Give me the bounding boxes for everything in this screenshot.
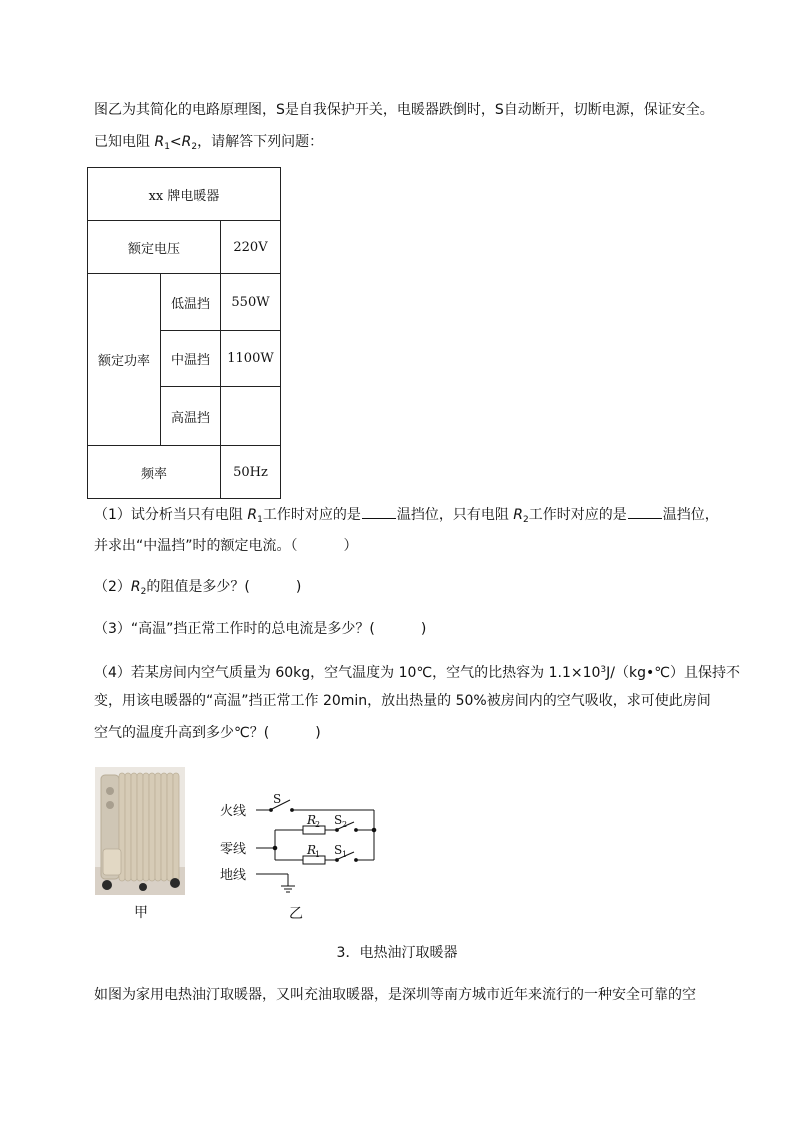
s1-label-sub: 1 <box>342 850 348 859</box>
intro-text-1: 图乙为其简化的电路原理图，S是自我保护开关，电暖器跌倒时，S自动断开，切断电源，保证安全。 <box>94 102 714 118</box>
q2-r2-subscript: 2 <box>140 587 147 597</box>
q2-text-b: 的阻值是多少？( <box>146 579 250 595</box>
q1-r1-symbol: R <box>247 507 258 523</box>
q1-blank-1[interactable] <box>362 506 396 519</box>
q1-paren-close: ） <box>343 538 358 554</box>
oil-heater-photo <box>95 767 185 895</box>
q1-text-d: 工作时对应的是 <box>528 507 627 523</box>
high-temp-label: 高温挡 <box>161 387 221 446</box>
q2-r2-symbol: R <box>130 579 141 595</box>
caption-yi: 乙 <box>289 906 303 922</box>
s1-label: S <box>334 843 343 857</box>
mid-temp-value: 1100W <box>221 331 281 387</box>
q1-text-c: 温挡位，只有电阻 <box>396 507 514 523</box>
q3-text: （3）“高温”挡正常工作时的总电流是多少？( <box>94 621 375 637</box>
high-temp-value <box>221 387 281 446</box>
rated-voltage-label: 额定电压 <box>88 221 221 274</box>
r2-label: R <box>307 813 317 827</box>
q1-r2-subscript: 2 <box>523 515 529 525</box>
q4-text-b: J/（kg•℃）且保持不 <box>606 665 740 681</box>
s2-label: S <box>334 813 343 827</box>
q4-line-2-text: 变，用该电暖器的“高温”挡正常工作 20min，放出热量的 50%被房间内的空气吸收，求可使此房间 <box>94 693 711 709</box>
q2-paren-close: ) <box>295 579 302 595</box>
q4-text-a: （4）若某房间内空气质量为 60kg，空气温度为 10℃，空气的比热容为 1.1×10 <box>94 665 601 681</box>
oil-heater-image <box>95 767 185 895</box>
rated-voltage-value: 220V <box>221 221 281 274</box>
question-2 <box>94 578 301 601</box>
neutral-wire-label: 零线 <box>220 842 247 857</box>
intro-line-1 <box>94 101 714 119</box>
r2-label-sub: 2 <box>315 820 321 829</box>
ground-wire-label: 地线 <box>220 868 247 883</box>
frequency-label: 频率 <box>88 446 221 499</box>
q3-paren-close: ) <box>420 621 427 637</box>
q1-text-b: 工作时对应的是 <box>262 507 361 523</box>
q4-paren-close: ) <box>315 725 321 741</box>
live-wire-label: 火线 <box>220 804 247 819</box>
q1-r2-symbol: R <box>513 507 524 523</box>
spec-table <box>87 167 281 499</box>
caption-jia: 甲 <box>134 905 148 921</box>
rated-power-label: 额定功率 <box>88 274 161 446</box>
r1-label-sub: 1 <box>315 850 321 859</box>
section-text: 如图为家用电热油汀取暖器，又叫充油取暖器，是深圳等南方城市近年来流行的一种安全可靠的空 <box>94 987 696 1003</box>
s2-label-sub: 2 <box>342 820 348 829</box>
low-temp-value: 550W <box>221 274 281 331</box>
question-4-line-2 <box>94 692 711 710</box>
question-3 <box>94 620 426 638</box>
less-than: < <box>169 134 182 150</box>
section-heading: 3．电热油汀取暖器 <box>336 945 458 961</box>
question-1-line-2 <box>94 537 358 555</box>
r2-symbol: R <box>181 134 192 150</box>
q4-line-3-text: 空气的温度升高到多少℃？( <box>94 725 270 741</box>
r2-subscript: 2 <box>191 142 198 152</box>
low-temp-label: 低温挡 <box>161 274 221 331</box>
switch-s-label: S <box>273 792 282 806</box>
r1-symbol: R <box>154 134 165 150</box>
q1-line-2-text: 并求出“中温挡”时的额定电流。（ <box>94 538 298 554</box>
r1-label: R <box>307 843 317 857</box>
q1-text-e: 温挡位， <box>662 507 719 523</box>
r1-subscript: 1 <box>164 142 170 152</box>
frequency-value: 50Hz <box>221 446 281 499</box>
intro-text-2-prefix: 已知电阻 <box>94 134 155 150</box>
q1-r1-subscript: 1 <box>257 515 263 525</box>
q1-text-a: （1）试分析当只有电阻 <box>94 507 248 523</box>
question-4-line-1 <box>94 661 740 682</box>
mid-temp-label: 中温挡 <box>161 331 221 387</box>
q2-text-a: （2） <box>94 579 131 595</box>
question-4-line-3 <box>94 724 321 742</box>
q1-blank-2[interactable] <box>628 506 662 519</box>
intro-text-2-suffix: ，请解答下列问题： <box>197 134 324 150</box>
table-title: xx 牌电暖器 <box>88 168 281 221</box>
q4-exponent: 3 <box>600 665 607 675</box>
question-1-line-1 <box>94 506 719 529</box>
circuit-diagram <box>218 788 388 918</box>
intro-line-2 <box>94 133 323 156</box>
